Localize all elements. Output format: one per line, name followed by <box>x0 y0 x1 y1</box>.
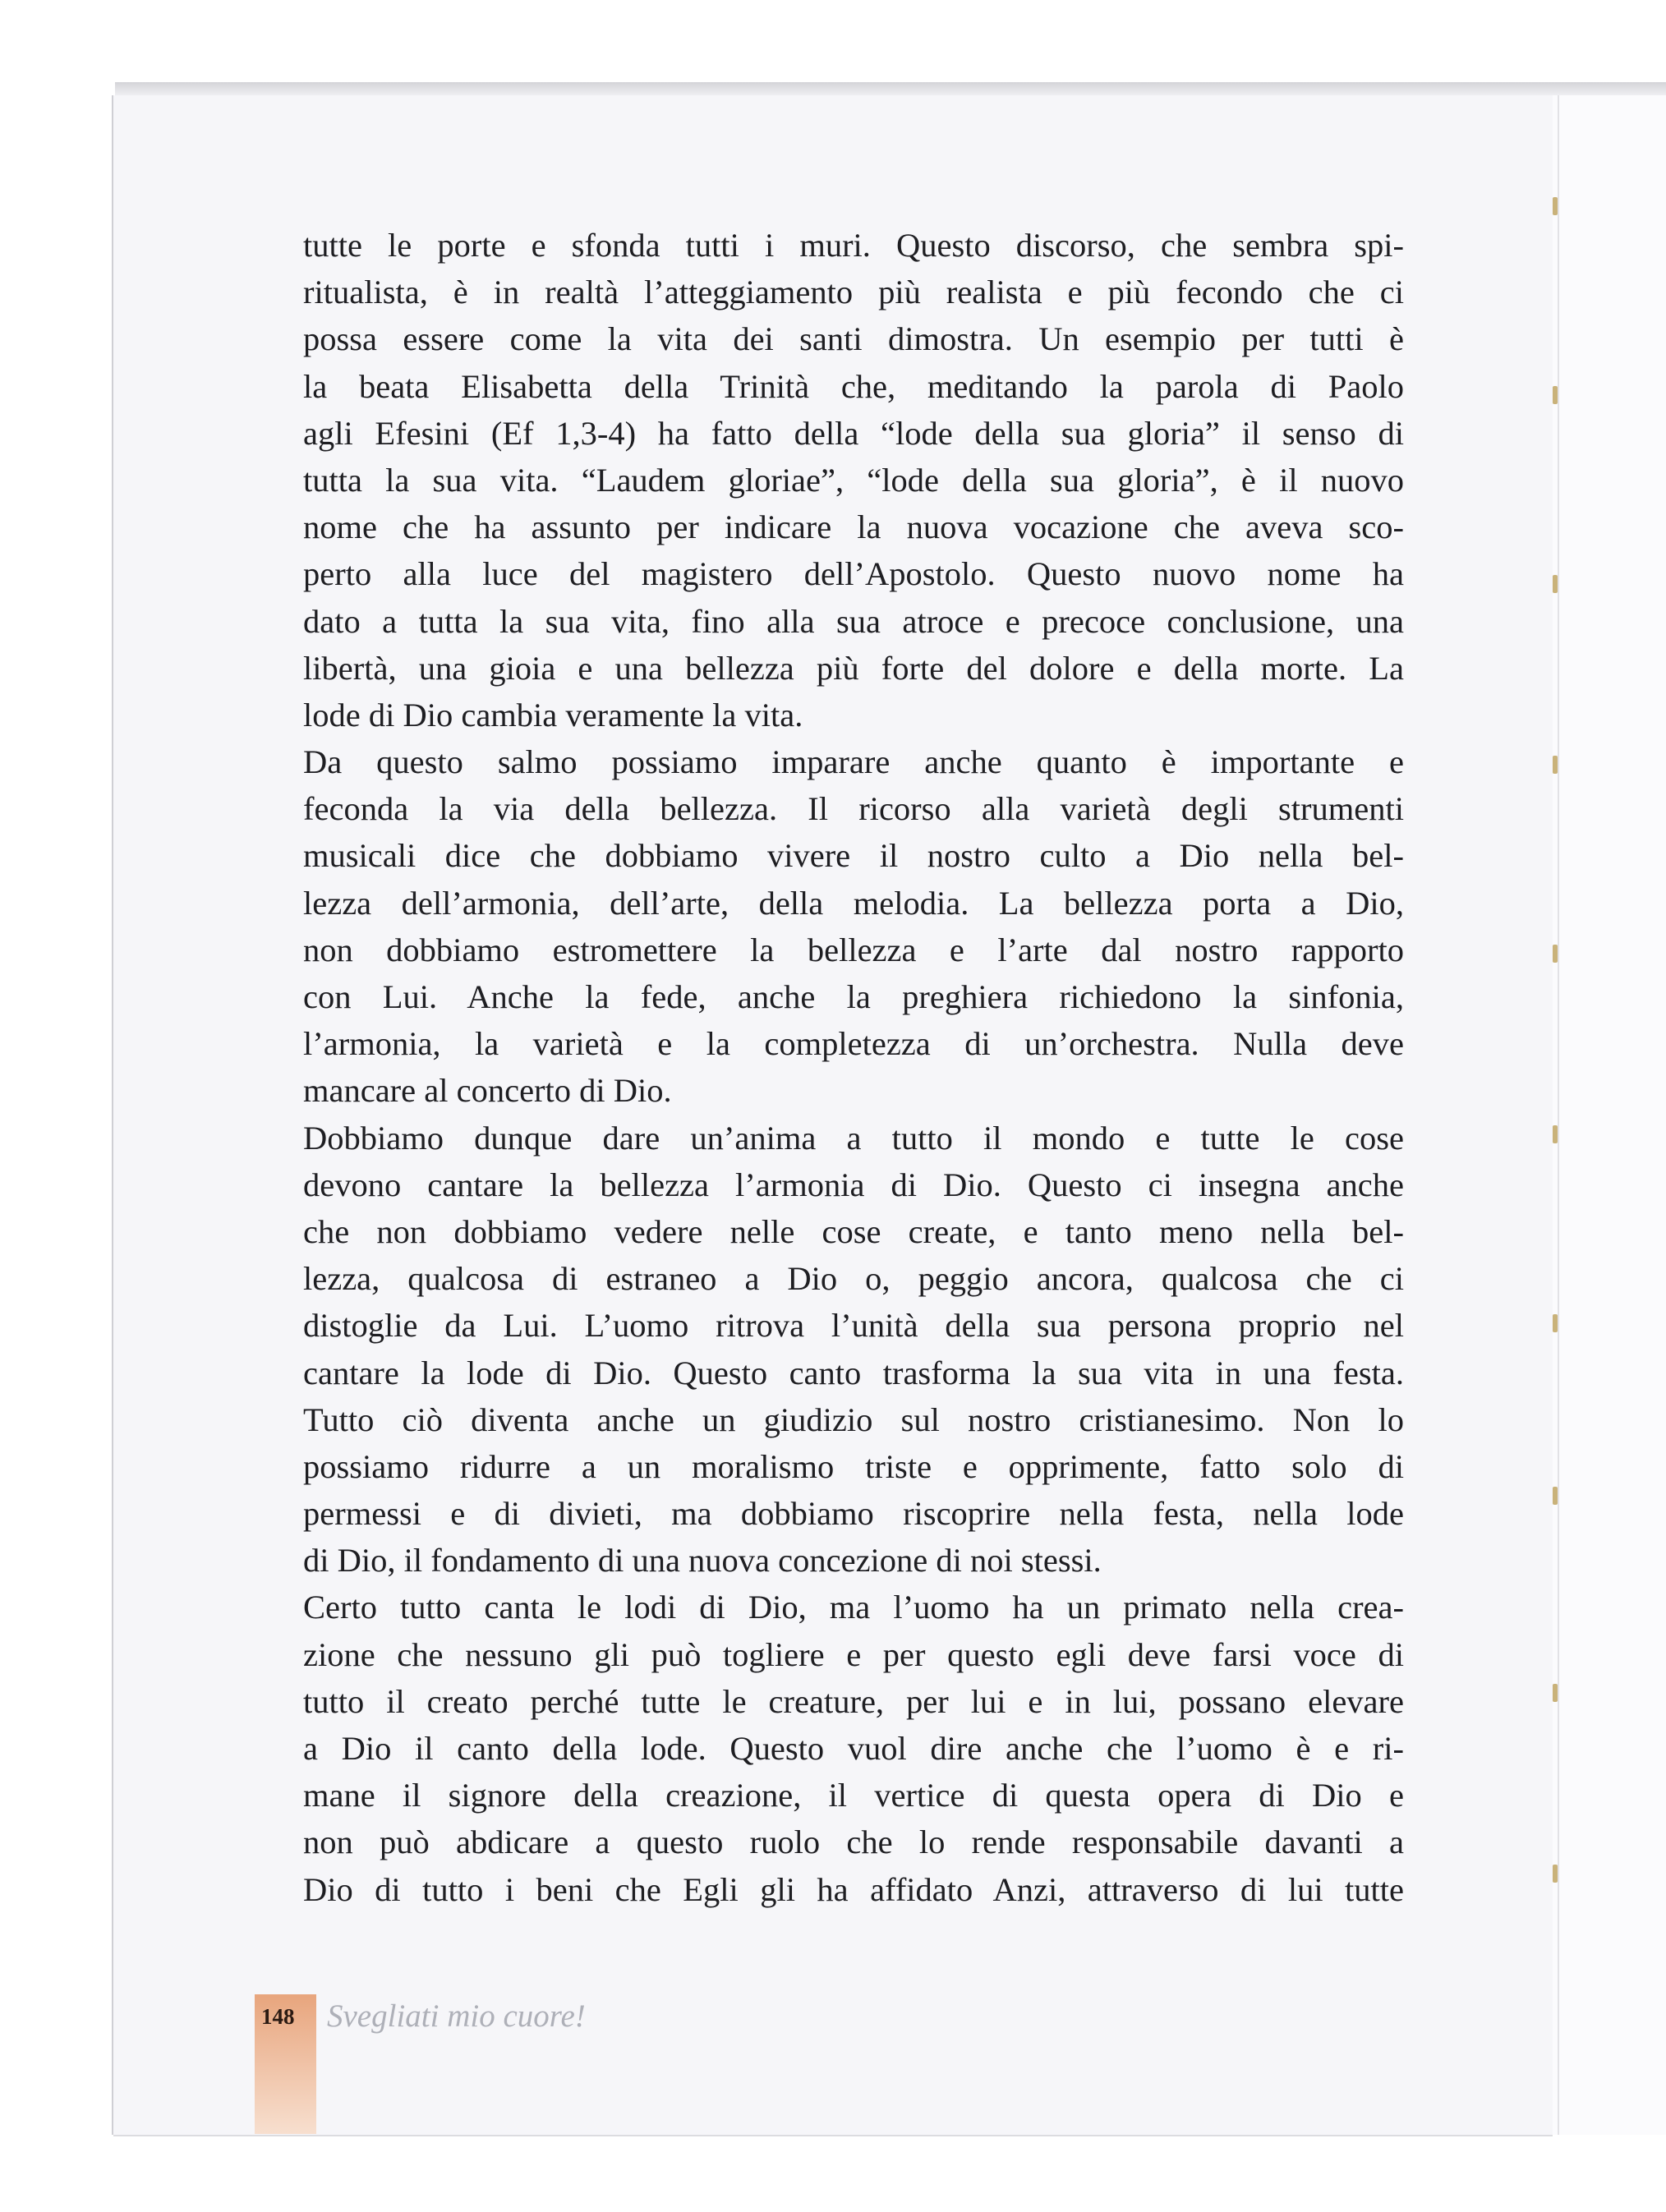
text-line: tutte le porte e sfonda tutti i muri. Questo discorso, che sembra spi- <box>303 227 1404 264</box>
binding-stitch <box>1553 1314 1558 1332</box>
binding-stitch <box>1553 386 1558 404</box>
text-line: lezza dell’armonia, dell’arte, della melodia. La bellezza porta a Dio, <box>303 884 1404 922</box>
binding-stitch <box>1553 756 1558 774</box>
text-line: non dobbiamo estromettere la bellezza e l’arte dal nostro rapporto <box>303 931 1404 968</box>
text-line: zione che nessuno gli può togliere e per questo egli deve farsi voce di <box>303 1635 1404 1673</box>
text-line: possa essere come la vita dei santi dimostra. Un esempio per tutti è <box>303 320 1404 358</box>
text-line: non può abdicare a questo ruolo che lo rende responsabile davanti a <box>303 1823 1404 1861</box>
text-line: musicali dice che dobbiamo vivere il nostro culto a Dio nella bel- <box>303 837 1404 875</box>
body-text <box>303 222 1404 1913</box>
text-line: libertà, una gioia e una bellezza più forte del dolore e della morte. La <box>303 649 1404 687</box>
text-line: Dio di tutto i beni che Egli gli ha affidato Anzi, attraverso di lui tutte <box>303 1870 1404 1908</box>
text-line: lezza, qualcosa di estraneo a Dio o, peggio ancora, qualcosa che ci <box>303 1260 1404 1298</box>
text-line: mane il signore della creazione, il vertice di questa opera di Dio e <box>303 1777 1404 1814</box>
text-line: possiamo ridurre a un moralismo triste e opprimente, fatto solo di <box>303 1447 1404 1485</box>
text-line: Da questo salmo possiamo imparare anche quanto è importante e <box>303 743 1404 781</box>
page-number: 148 <box>261 2004 295 2029</box>
text-line: Dobbiamo dunque dare un’anima a tutto il mondo e tutte le cose <box>303 1119 1404 1157</box>
paragraph-end-line: mancare al concerto di Dio. <box>303 1072 672 1110</box>
text-line: agli Efesini (Ef 1,3-4) ha fatto della “lode della sua gloria” il senso di <box>303 414 1404 452</box>
text-line: Certo tutto canta le lodi di Dio, ma l’uomo ha un primato nella crea- <box>303 1589 1404 1626</box>
binding-stitch <box>1553 1684 1558 1702</box>
binding-stitch <box>1553 1865 1558 1883</box>
text-line: la beata Elisabetta della Trinità che, meditando la parola di Paolo <box>303 367 1404 405</box>
text-line: a Dio il canto della lode. Questo vuol dire anche che l’uomo è e ri- <box>303 1730 1404 1767</box>
text-line: che non dobbiamo vedere nelle cose create, e tanto meno nella bel- <box>303 1212 1404 1250</box>
text-line: l’armonia, la varietà e la completezza di un’orchestra. Nulla deve <box>303 1025 1404 1063</box>
running-title: Svegliati mio cuore! <box>327 1998 586 2034</box>
binding-stitch <box>1553 575 1558 593</box>
text-line: devono cantare la bellezza l’armonia di Dio. Questo ci insegna anche <box>303 1166 1404 1203</box>
text-line: ritualista, è in realtà l’atteggiamento più realista e più fecondo che ci <box>303 274 1404 311</box>
binding-line <box>1558 95 1559 2135</box>
binding-stitch <box>1553 1125 1558 1143</box>
text-line: Tutto ciò diventa anche un giudizio sul nostro cristianesimo. Non lo <box>303 1400 1404 1438</box>
text-line: tutto il creato perché tutte le creature, per lui e in lui, possano elevare <box>303 1682 1404 1720</box>
binding-stitch <box>1553 1487 1558 1505</box>
paragraph-end-line: lode di Dio cambia veramente la vita. <box>303 696 803 734</box>
binding-stitch <box>1553 197 1558 215</box>
text-line: distoglie da Lui. L’uomo ritrova l’unità della sua persona proprio nel <box>303 1307 1404 1345</box>
binding-stitch <box>1553 945 1558 963</box>
text-line: dato a tutta la sua vita, fino alla sua atroce e precoce conclusione, una <box>303 602 1404 640</box>
text-line: nome che ha assunto per indicare la nuova vocazione che aveva sco- <box>303 508 1404 546</box>
text-line: cantare la lode di Dio. Questo canto trasforma la sua vita in una festa. <box>303 1354 1404 1391</box>
text-line: permessi e di divieti, ma dobbiamo riscoprire nella festa, nella lode <box>303 1495 1404 1533</box>
text-line: con Lui. Anche la fede, anche la preghiera richiedono la sinfonia, <box>303 978 1404 1015</box>
paragraph-end-line: di Dio, il fondamento di una nuova concezione di noi stessi. <box>303 1542 1102 1580</box>
facing-page-edge <box>1553 95 1666 2135</box>
text-line: perto alla luce del magistero dell’Apostolo. Questo nuovo nome ha <box>303 555 1404 593</box>
text-line: tutta la sua vita. “Laudem gloriae”, “lode della sua gloria”, è il nuovo <box>303 461 1404 499</box>
text-line: feconda la via della bellezza. Il ricorso alla varietà degli strumenti <box>303 790 1404 828</box>
